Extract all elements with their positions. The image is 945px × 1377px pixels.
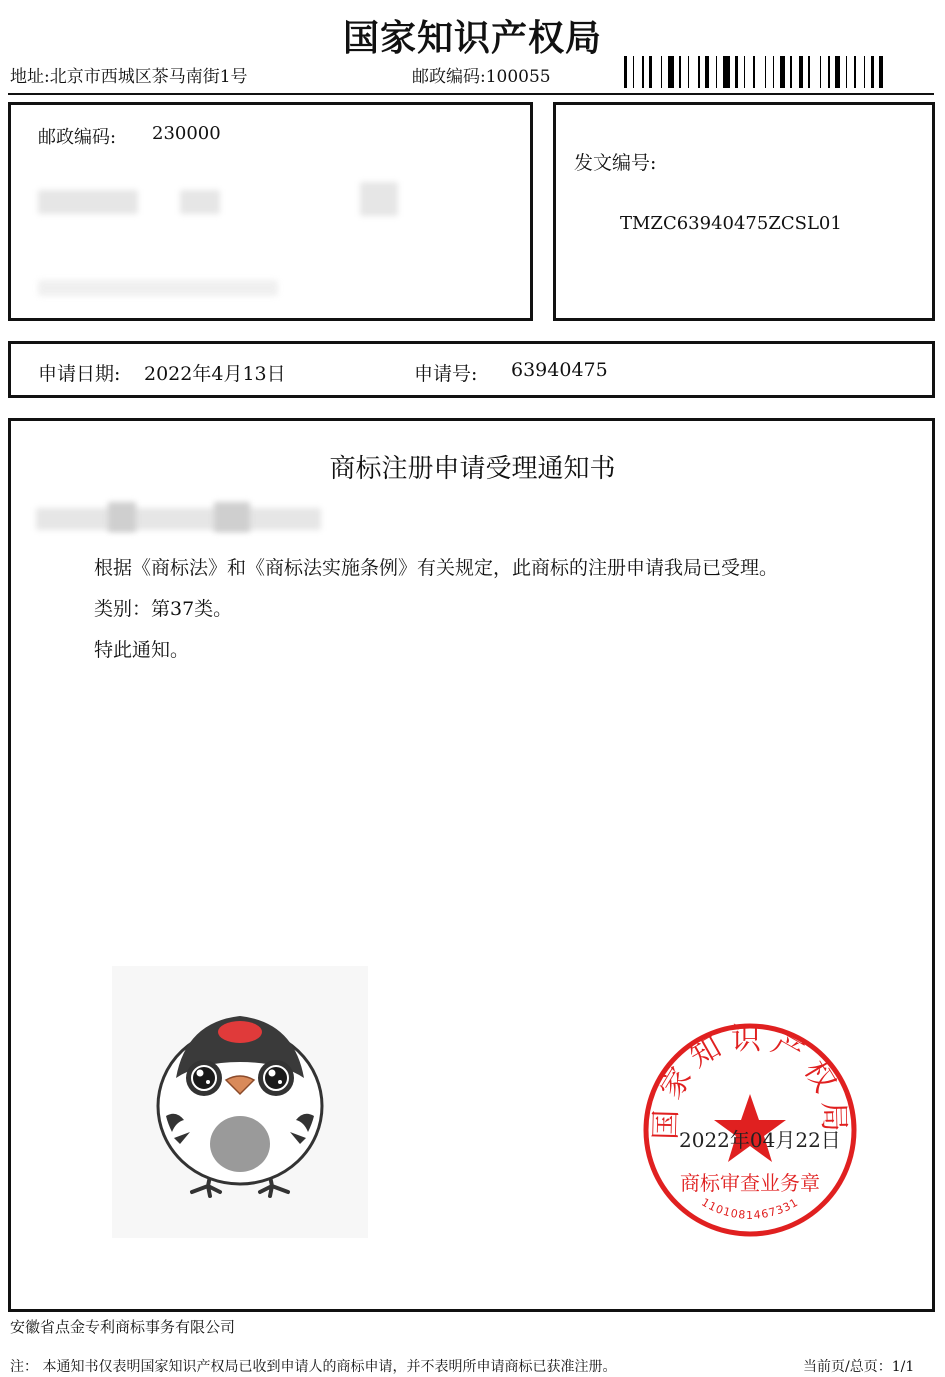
application-number-value: 63940475 [511, 359, 608, 381]
barcode-bar [735, 56, 738, 88]
barcode-bar [633, 56, 634, 88]
seal-date: 2022年04月22日 [679, 1128, 841, 1152]
barcode-bar [805, 56, 806, 88]
barcode-bar [820, 56, 821, 88]
barcode-bar [765, 56, 766, 88]
barcode-bar [740, 56, 742, 88]
notice-category: 类别：第37类。 [94, 598, 233, 620]
application-date-label: 申请日期: [38, 363, 121, 385]
barcode-bar [719, 56, 721, 88]
recipient-postcode-label: 邮政编码: [38, 127, 117, 148]
trademark-bird-image [112, 966, 368, 1238]
notice-closing: 特此通知。 [94, 639, 190, 661]
redacted-applicant-name [36, 508, 321, 530]
redacted-applicant-name [108, 502, 136, 532]
office-postcode: 邮政编码:100055 [412, 67, 551, 87]
barcode-bar [846, 56, 847, 88]
barcode-bar [679, 56, 681, 88]
barcode-bar [832, 56, 833, 88]
page-indicator: 当前页/总页：1/1 [803, 1359, 915, 1375]
seal-top-text: 国家知识产权局 [648, 1021, 852, 1141]
barcode-bar [854, 56, 856, 88]
barcode-bar [776, 56, 778, 88]
barcode-bar [787, 56, 788, 88]
application-date-value: 2022年4月13日 [144, 363, 286, 385]
barcode-bar [794, 56, 797, 88]
document-number-label: 发文编号: [574, 152, 657, 174]
barcode-bar [828, 56, 830, 88]
barcode-bar [732, 56, 733, 88]
barcode-bar [812, 56, 818, 88]
barcode-bar [849, 56, 852, 88]
barcode-bar [688, 56, 689, 88]
notice-title: 商标注册申请受理通知书 [329, 454, 616, 484]
notice-paragraph: 根据《商标法》和《商标法实施条例》有关规定，此商标的注册申请我局已受理。 [94, 557, 779, 579]
seal-serial: 1101081467331 [699, 1195, 801, 1222]
barcode-bar [698, 56, 700, 88]
barcode-bar [864, 56, 865, 88]
barcode-bar [668, 56, 674, 88]
agency-name: 安徽省点金专利商标事务有限公司 [10, 1318, 236, 1336]
application-number-label: 申请号: [414, 363, 478, 385]
document-number-box [553, 102, 935, 321]
barcode-bar [664, 56, 666, 88]
barcode-bar [757, 56, 763, 88]
barcode-bar [711, 56, 714, 88]
barcode [624, 56, 928, 88]
redacted-address-part [360, 182, 398, 216]
redacted-applicant-name [214, 502, 250, 532]
barcode-bar [867, 56, 869, 88]
document-number-value: TMZC63940475ZCSL01 [620, 213, 842, 234]
barcode-bar [705, 56, 709, 88]
barcode-bar [629, 56, 631, 88]
barcode-bar [636, 56, 640, 88]
barcode-bar [654, 56, 659, 88]
barcode-bar [885, 56, 887, 88]
barcode-bar [799, 56, 803, 88]
barcode-bar [624, 56, 627, 88]
redacted-address-part [38, 190, 138, 214]
barcode-bar [716, 56, 717, 88]
barcode-bar [768, 56, 771, 88]
barcode-bar [683, 56, 686, 88]
office-address: 地址:北京市西城区茶马南街1号 [10, 67, 248, 87]
barcode-bar [646, 56, 647, 88]
page-title: 国家知识产权局 [342, 17, 602, 59]
barcode-bar [780, 56, 785, 88]
barcode-bar [691, 56, 696, 88]
header-divider [8, 93, 934, 95]
barcode-bar [747, 56, 751, 88]
barcode-bar [842, 56, 844, 88]
barcode-bar [879, 56, 883, 88]
recipient-postcode-value: 230000 [152, 123, 221, 144]
barcode-bar [753, 56, 755, 88]
barcode-bar [835, 56, 840, 88]
barcode-bar [702, 56, 703, 88]
barcode-bar [773, 56, 774, 88]
svg-text:1101081467331 [699, 1196, 801, 1222]
seal-bottom-text: 商标审查业务章 [680, 1171, 820, 1195]
redacted-recipient-name [38, 280, 278, 296]
redacted-address-part [180, 190, 220, 214]
barcode-bar [649, 56, 652, 88]
barcode-bar [823, 56, 826, 88]
barcode-bar [642, 56, 644, 88]
barcode-bar [808, 56, 810, 88]
barcode-bar [744, 56, 745, 88]
barcode-bar [661, 56, 662, 88]
barcode-bar [858, 56, 862, 88]
barcode-bar [676, 56, 677, 88]
footer-note: 注： 本通知书仅表明国家知识产权局已收到申请人的商标申请，并不表明所申请商标已获准注册。 [10, 1359, 617, 1375]
barcode-bar [790, 56, 792, 88]
barcode-bar [876, 56, 877, 88]
barcode-bar [871, 56, 874, 88]
barcode-bar [723, 56, 730, 88]
